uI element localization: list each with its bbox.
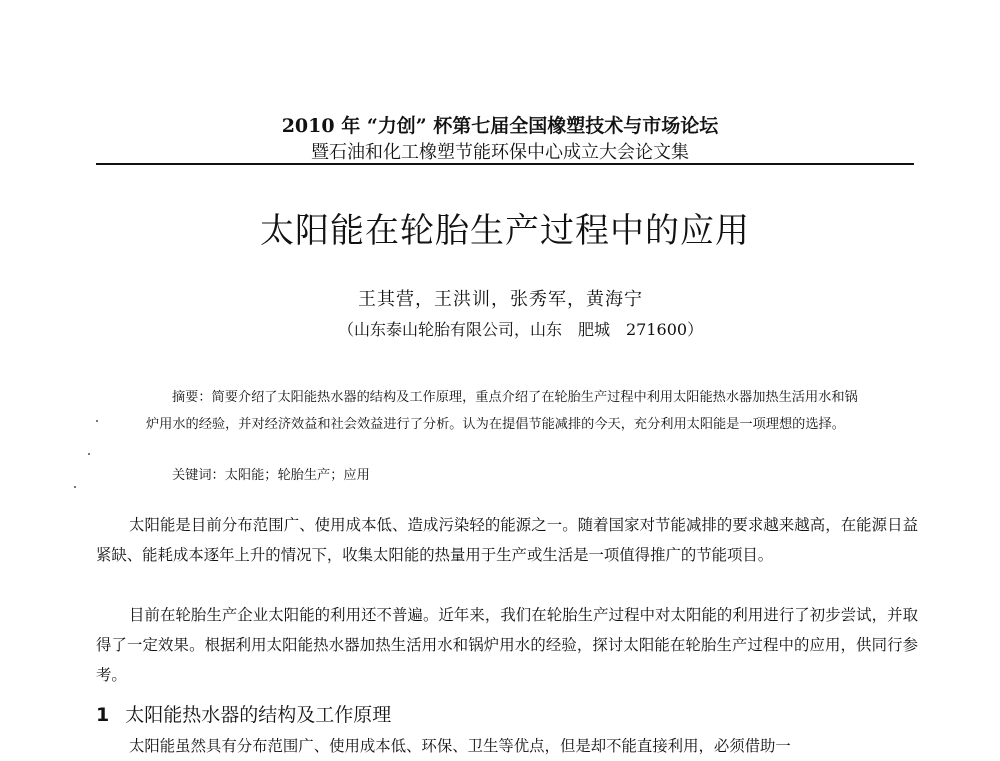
proceedings-header-line2: 暨石油和化工橡塑节能环保中心成立大会论文集 xyxy=(311,142,689,163)
scan-speck xyxy=(74,486,76,488)
abstract-text: 摘要：简要介绍了太阳能热水器的结构及工作原理，重点介绍了在轮胎生产过程中利用太阳能热水器加热生活用水和锅炉用水的经验，并对经济效益和社会效益进行了分析。认为在提倡节能减排的今天，充分利用太阳能是一项理想的选择。 xyxy=(146,390,858,432)
body-paragraph: 太阳能虽然具有分布范围广、使用成本低、环保、卫生等优点，但是却不能直接利用，必须借助一 xyxy=(129,737,791,755)
author-affiliation: （山东泰山轮胎有限公司，山东 肥城 271600） xyxy=(338,320,704,339)
paper-authors: 王其营，王洪训，张秀军，黄海宁 xyxy=(358,289,643,310)
proceedings-header-line1: 2010 年 “力创” 杯第七届全国橡塑技术与市场论坛 xyxy=(281,115,719,137)
section-title: 太阳能热水器的结构及工作原理 xyxy=(125,704,392,726)
section-number: 1 xyxy=(96,704,110,726)
header-divider xyxy=(96,163,914,165)
scan-speck xyxy=(88,453,90,455)
paper-title: 太阳能在轮胎生产过程中的应用 xyxy=(260,211,750,251)
keywords: 关键词：太阳能；轮胎生产；应用 xyxy=(172,468,370,483)
section-heading xyxy=(96,700,391,727)
body-paragraph: 太阳能是目前分布范围广、使用成本低、造成污染轻的能源之一。随着国家对节能减排的要求越来越高，在能源日益紧缺、能耗成本逐年上升的情况下，收集太阳能的热量用于生产或生活是一项值得推广的节能项目。 xyxy=(96,516,918,564)
body-paragraph: 目前在轮胎生产企业太阳能的利用还不普遍。近年来，我们在轮胎生产过程中对太阳能的利用进行了初步尝试，并取得了一定效果。根据利用太阳能热水器加热生活用水和锅炉用水的经验，探讨太阳能在轮胎生产过程中的应用，供同行参考。 xyxy=(96,606,918,684)
scan-speck xyxy=(96,420,98,422)
abstract xyxy=(146,384,866,438)
